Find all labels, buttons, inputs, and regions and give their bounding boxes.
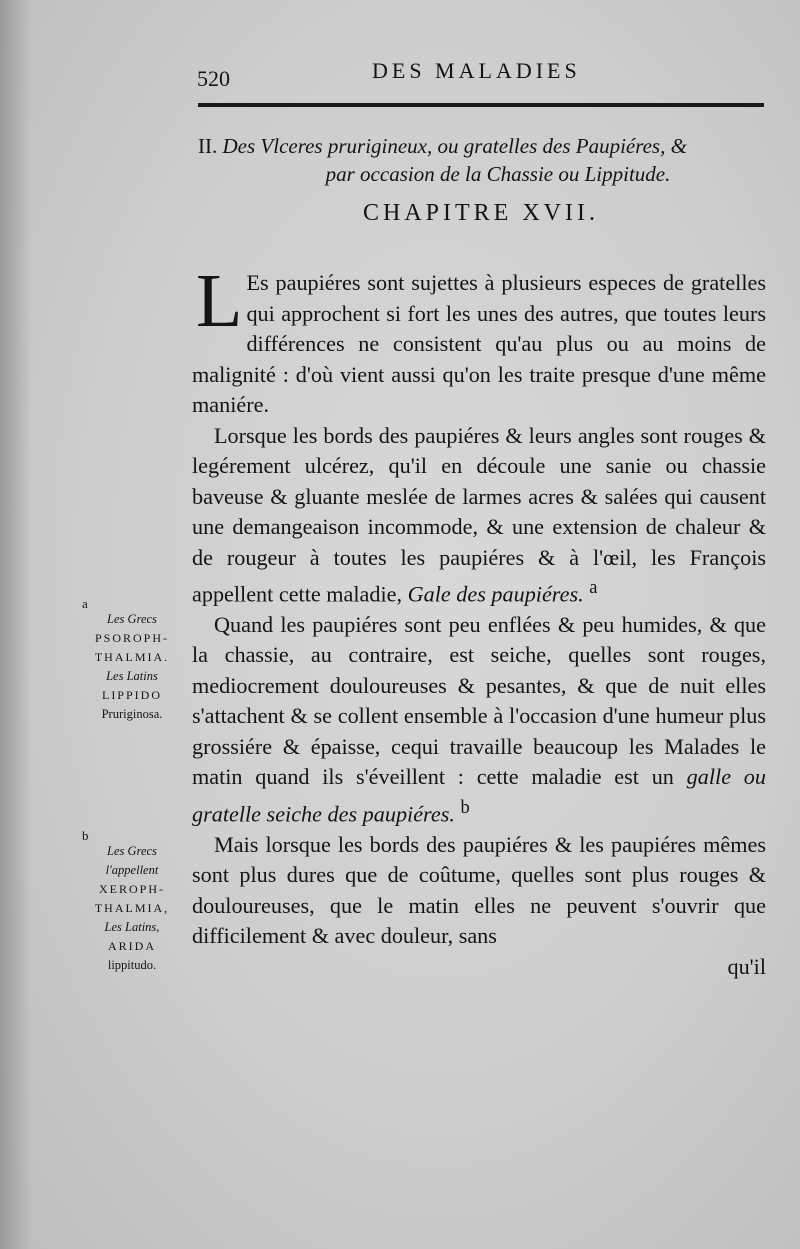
page-gutter-shadow <box>0 0 32 1249</box>
margin-note-a <box>82 598 182 724</box>
section-title-line1: Des Vlceres prurigineux, ou gratelles des Paupiéres, & <box>222 134 687 158</box>
margin-note-b-line1: Les Grecs <box>107 844 157 858</box>
margin-note-b-mark: b <box>82 828 89 843</box>
margin-note-b-line2: l'appellent <box>105 863 159 877</box>
margin-note-b-line7: lippitudo. <box>107 958 157 972</box>
body-text <box>192 259 766 982</box>
paragraph-4 <box>192 830 766 983</box>
margin-note-b <box>82 830 182 975</box>
footnote-mark-a: a <box>589 578 598 598</box>
header-rule <box>198 103 764 107</box>
paragraph-3 <box>192 610 766 830</box>
paragraph-3-text: Quand les paupiéres sont peu enflées & peu humides, & que la chassie, au contraire, est seiche, quelles sont rouges, mediocrement douloureuses & pesantes, & que de nuit elles s'attachent & se collent ensemble à l'occasion d'une humeur plus grossiére & épaisse, cequi travaille beaucoup les Malades le matin quand ils s'éveillent : cette maladie est un <box>192 611 766 790</box>
margin-note-a-mark: a <box>82 596 88 611</box>
margin-note-a-line6: Pruriginosa. <box>101 707 163 721</box>
chapter-title: CHAPITRE XVII. <box>363 200 599 226</box>
section-title <box>198 132 768 188</box>
margin-note-a-line1: Les Grecs <box>107 612 157 626</box>
page-number: 520 <box>197 66 230 91</box>
margin-note-b-line3: XEROPH- <box>98 882 165 896</box>
section-title-line2: par occasion de la Chassie ou Lippitude. <box>325 162 671 186</box>
paragraph-3-italic: galle ou gratelle seiche des paupiéres. <box>192 764 766 827</box>
margin-note-b-line6: ARIDA <box>108 939 156 953</box>
running-head: DES MALADIES <box>372 58 581 83</box>
paragraph-2-text: Lorsque les bords des paupiéres & leurs angles sont rouges & legérement ulcérez, qu'il en découle une sanie ou chassie baveuse & gluante meslée de larmes acres & salées qui causent une demangeaison incommode, & une extension de chaleur & de rougeur à toutes les paupiéres & à l'œil, les François appellent cette maladie, <box>192 422 766 607</box>
footnote-mark-b: b <box>460 797 470 818</box>
drop-cap: L <box>196 259 243 343</box>
paragraph-2-italic: Gale des paupiéres. <box>407 581 584 607</box>
margin-note-b-line4: THALMIA, <box>94 901 170 915</box>
section-number: II. <box>198 134 218 158</box>
margin-note-b-line5: Les Latins, <box>104 920 160 934</box>
margin-note-a-line4: Les Latins <box>106 669 158 683</box>
paragraph-2 <box>192 421 766 610</box>
margin-note-a-line2: PSOROPH- <box>94 631 170 645</box>
paragraph-4-text: Mais lorsque les bords des paupiéres & les paupiéres mêmes sont plus dures que de coûtume, quelles sont plus rouges & douloureuses, que le matin elles ne peuvent s'ouvrir que difficilement & avec douleur, sans <box>192 831 766 949</box>
margin-note-a-line3: THALMIA. <box>94 650 170 664</box>
paragraph-1 <box>192 259 766 421</box>
margin-note-a-line5: LIPPIDO <box>101 688 162 702</box>
paragraph-1-text: Es paupiéres sont sujettes à plusieurs especes de gratelles qui approchent si fort les unes des autres, que toutes leurs différences ne consistent qu'au plus ou au moins de malignité : d'où vient aussi qu'on les traite presque d'une même maniére. <box>192 270 766 417</box>
catchword: qu'il <box>727 953 766 979</box>
